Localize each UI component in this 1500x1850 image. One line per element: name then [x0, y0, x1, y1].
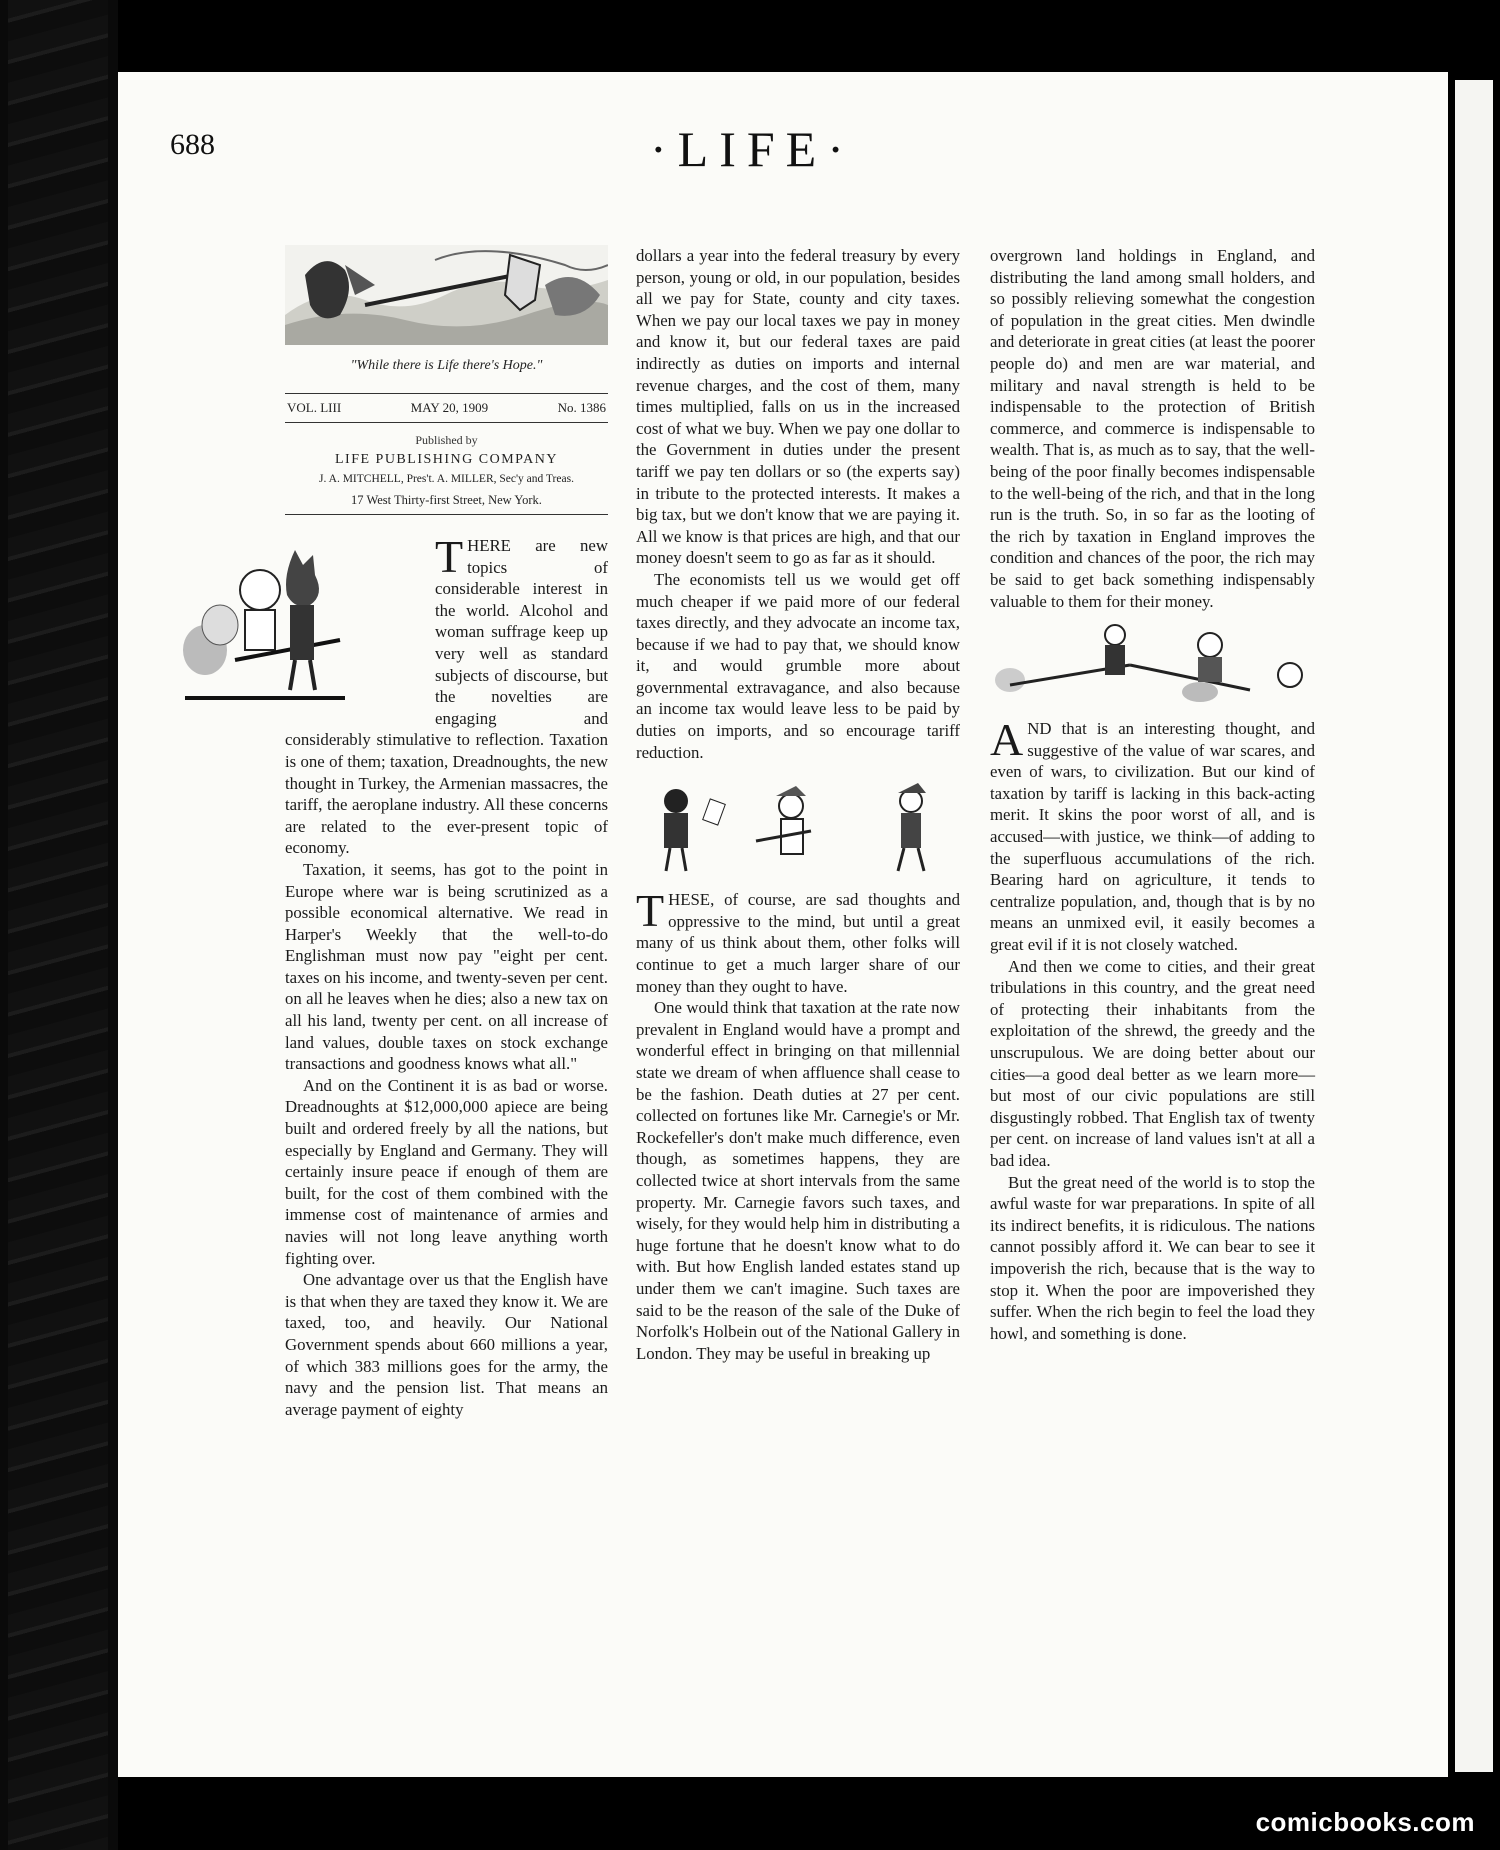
column-3 [990, 245, 1315, 1344]
intro-text: HERE are new topics of considerable interest in the world. Alcohol and woman suffrage keep up very well as standard subjects of discourse, but the novelties are engaging and considerably stimulative to reflection. Taxation is one of them; taxation, Dreadnoughts, the new thought in Turkey, the Armenian massacres, the tariff, the aeroplane industry. All these concerns are related to the ever-present topic of economy. [285, 536, 608, 858]
illustration-float-space [285, 535, 435, 710]
paragraph [636, 885, 960, 997]
publisher-officers: J. A. MITCHELL, Pres't. A. MILLER, Sec'y and Treas. [319, 473, 574, 485]
next-page-edge [1455, 80, 1493, 1772]
paragraph [990, 714, 1315, 956]
page-number: 688 [170, 128, 215, 161]
paragraph: dollars a year into the federal treasury by every person, young or old, in our population, besides all we pay for State, county and city taxes. When we pay our local taxes we pay in money and know it, but our federal taxes are paid indirectly as duties on imports and internal revenue charges, and the cost of them, many times multiplied, falls on us in the increased cost of what we buy. When we pay one dollar to the Government in duties under the present tariff we pay ten dollars or so (the experts say) in tribute to the protected interests. It makes a big tax, but we don't know that we are paying it. All we know is that prices are high, and that our money doesn't seem to go as far as it should. [636, 246, 960, 568]
paragraph: Taxation, it seems, has got to the point in Europe where war is being scrutinized as a possible economical alternative. We read in Harper's Weekly that the well-to-do Englishman must now pay "eight per cent. taxes on his income, and twenty-seven per cent. on all he leaves when he dies; also a new tax on all his land, twenty per cent. on all increase of land values, double taxes on stock exchange transactions and goodness knows what all." [285, 859, 608, 1074]
figures-on-pole-cartoon-illustration [990, 620, 1315, 710]
paragraph-text: ND that is an interesting thought, and suggestive of the value of war scares, and even of wars, to civilization. But our kind of taxation by tariff is lacking in this back-acting merit. It skins the poor worst of all, and is accused—with justice, we think—of adding to the superfluous accumulations of the rich. Bearing hard on agriculture, it tends to centralize population, and, though that is by no means an unmixed evil, it easily becomes a great evil if it is not closely watched. [990, 719, 1315, 955]
volume-date-row [285, 393, 608, 423]
paragraph: One advantage over us that the English have is that when they are taxed they know it. We are taxed, too, and heavily. Our National Government spends about 660 millions a year, of which 383 millions goes for the army, the navy and the pension list. That means an average payment of eighty [285, 1270, 608, 1419]
paragraph: And then we come to cities, and their great tribulations in this country, and the great need of protecting their inhabitants from the exploitation of the shrewd, the greedy and the unscrupulous. We are doing better about our cities—a good deal better as we learn more—but most of our civic populations are still disgustingly robbed. That English tax of twenty per cent. on increase of land values isn't at all a bad idea. [990, 956, 1315, 1170]
masthead-engraving-illustration [285, 245, 608, 345]
paragraph: overgrown land holdings in England, and distributing the land among small holders, and so possibly relieving somewhat the congestion of population in the great cities. Men dwindle and deteriorate in great cities (at least the poorer people do) and men are war material, and military and naval strength is held to be indispensable to the protection of British commerce, and commerce is indispensable to wealth. That is, as much as to say, that the well-being of the poor finally becomes indispensable to the well-being of the rich, and that in the long run is the truth. So, in so far as the looting of the rich by taxation in England improves the condition and chances of the poor, the rich may be said to get back something indispensably valuable to them for their money. [990, 246, 1315, 611]
issue-number: No. 1386 [557, 400, 606, 415]
paragraph: And on the Continent it is as bad or worse. Dreadnoughts at $12,000,000 apiece are being built and ordered freely by all the nations, but especially by England and Germany. They will certainly insure peace if enough of them are built, for the cost of them combined with the immense cost of maintenance of armies and navies will not long leave anything worth fighting over. [285, 1075, 608, 1268]
column-1 [285, 531, 608, 1420]
masthead-title: ·LIFE· [650, 121, 855, 177]
column-2 [636, 245, 960, 1364]
drop-cap-a: A [990, 714, 1024, 766]
paragraph-text: HESE, of course, are sad thoughts and oppressive to the mind, but until a great many of us think about them, other folks will continue to get a much larger share of our money than they ought to have. [636, 890, 960, 996]
volume-number: VOL. LIII [287, 400, 342, 415]
paragraph: One would think that taxation at the rate now prevalent in England would have a prompt and wonderful effect in bringing on that millennial state we dream of when affluence shall cease to be the fashion. Death duties at 27 per cent. collected on fortunes like Mr. Carnegie's or Mr. Rockefeller's don't make much difference, even though, as sometimes happens, they are collected twice at short intervals from the same property. Mr. Carnegie favors such taxes, and wisely, for they would help him in distributing a huge fortune that he doesn't know what to do with. But how English landed estates stand up under them we can't imagine. Such taxes are said to be the reason of the sale of the Duke of Norfolk's Holbein out of the National Gallery in London. They may be useful in breaking up [636, 998, 960, 1363]
motto: "While there is Life there's Hope." [350, 358, 543, 373]
issue-date: MAY 20, 1909 [410, 400, 489, 415]
three-figures-cartoon-illustration [636, 771, 960, 881]
published-by-label: Published by [415, 433, 478, 447]
paragraph: But the great need of the world is to stop the awful waste for war preparations. In spite of all its indirect benefits, it is ridiculous. The nations cannot possibly afford it. We can bear to see it impoverish the rich, because that is the way to stop it. When the poor are impoverished they suffer. When the rich begin to feel the load they howl, and something is done. [990, 1172, 1315, 1343]
drop-cap-t: T [636, 885, 665, 937]
publisher-address: 17 West Thirty-first Street, New York. [285, 493, 608, 515]
scan-background-left [0, 0, 118, 1850]
drop-cap-t: T [435, 531, 464, 582]
publisher-name: LIFE PUBLISHING COMPANY [334, 452, 558, 467]
paragraph: The economists tell us we would get off much cheaper if we paid more of our federal taxes directly, and they advocate an income tax, because if we had to pay that, we should know it, and would grumble more about governmental extravagance, and also because an income tax would leave less to be paid by duties on imports, and so encourage tariff reduction. [636, 569, 960, 762]
editorial-header [285, 245, 608, 515]
watermark: comicbooks.com [1255, 1807, 1475, 1837]
